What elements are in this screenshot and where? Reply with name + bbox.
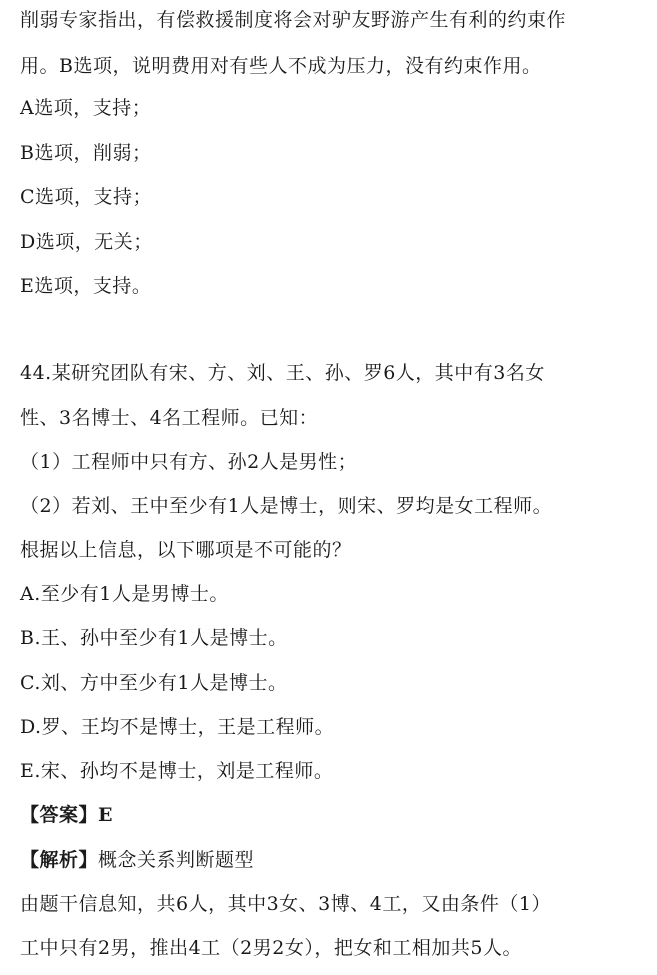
answer-label: 【答案】	[20, 804, 99, 826]
prev-option-c: C选项，支持；	[20, 186, 153, 208]
question-stem-line-1: 44.某研究团队有宋、方、刘、王、孙、罗6人，其中有3名女	[20, 362, 545, 384]
analysis-label: 【解析】	[20, 849, 99, 871]
condition-1: （1）工程师中只有方、孙2人是男性；	[20, 451, 358, 473]
choice-c: C.刘、方中至少有1人是博士。	[20, 672, 288, 694]
prev-option-b: B选项，削弱；	[20, 142, 152, 164]
prev-option-d: D选项，无关；	[20, 231, 153, 253]
condition-2: （2）若刘、王中至少有1人是博士，则宋、罗均是女工程师。	[20, 495, 553, 517]
answer-line	[20, 801, 113, 829]
answer-value: E	[98, 804, 113, 826]
question-stem-line-2: 性、3名博士、4名工程师。已知：	[20, 407, 319, 429]
prev-paragraph-line-2: 用。B选项，说明费用对有些人不成为压力，没有约束作用。	[20, 55, 542, 77]
question-prompt: 根据以上信息，以下哪项是不可能的？	[20, 539, 352, 561]
choice-b: B.王、孙中至少有1人是博士。	[20, 627, 288, 649]
analysis-line-1: 由题干信息知，共6人，其中3女、3博、4工，又由条件（1）	[20, 893, 551, 915]
analysis-title: 概念关系判断题型	[98, 849, 255, 871]
analysis-heading	[20, 846, 254, 874]
prev-option-e: E选项，支持。	[20, 275, 152, 297]
prev-paragraph-line-1: 削弱专家指出，有偿救援制度将会对驴友野游产生有利的约束作	[20, 9, 567, 31]
choice-a: A.至少有1人是男博士。	[20, 583, 229, 605]
prev-option-a: A选项，支持；	[20, 97, 152, 119]
analysis-line-2: 工中只有2男，推出4工（2男2女），把女和工相加共5人。	[20, 937, 522, 959]
choice-e: E.宋、孙均不是博士，刘是工程师。	[20, 760, 334, 782]
choice-d: D.罗、王均不是博士，王是工程师。	[20, 716, 335, 738]
